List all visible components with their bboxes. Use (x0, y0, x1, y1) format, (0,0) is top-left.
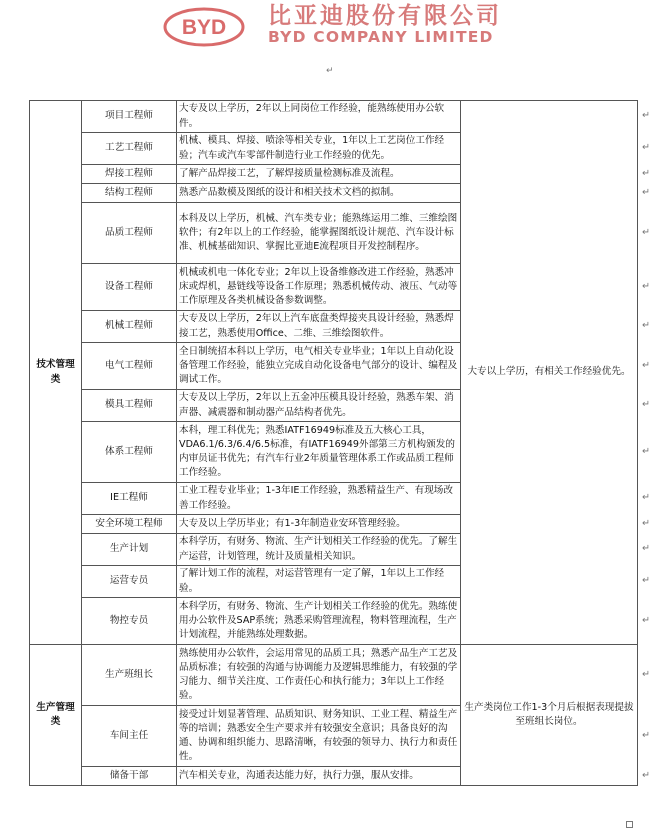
table-row (30, 101, 658, 133)
requirement-cell: 大专及以上学历，2年以上同岗位工作经验，能熟练使用办公软件。 (177, 101, 461, 133)
position-cell: 运营专员 (82, 566, 177, 598)
requirement-cell: 机械或机电一体化专业；2年以上设备维修改进工作经验，熟悉冲床或焊机，悬链线等设备工作原理；熟悉机械传动、液压、气动等工作原理及各类机械设备参数调整。 (177, 264, 461, 311)
requirement-cell: 本科学历，有财务、物流、生产计划相关工作经验的优先。了解生产运营，计划管理，统计及质量相关知识。 (177, 534, 461, 566)
qualification-cell-production-management: 生产类岗位工作1-3个月后根据表现提拔至班组长岗位。 (461, 645, 638, 786)
position-cell: 电气工程师 (82, 343, 177, 390)
requirement-cell: 本科学历，有财务、物流、生产计划相关工作经验的优先。熟练使用办公软件及SAP系统；熟悉采购管理流程，物料管理流程，生产计划流程，并能熟练处理数据。 (177, 598, 461, 645)
position-cell: 设备工程师 (82, 264, 177, 311)
row-end-mark: ↵ (642, 543, 651, 555)
qualification-cell-tech-management: 大专以上学历，有相关工作经验优先。 (461, 101, 638, 645)
row-end-mark: ↵ (642, 769, 651, 781)
position-cell: 物控专员 (82, 598, 177, 645)
row-end-mark: ↵ (642, 359, 651, 371)
row-end-mark: ↵ (642, 517, 651, 529)
table-row (30, 645, 658, 706)
row-end-mark: ↵ (642, 142, 651, 154)
requirement-cell: 大专及以上学历，2年以上五金冲压模具设计经验，熟悉车架、消声器、减震器和制动器产品结构者优先。 (177, 390, 461, 422)
position-cell: 模具工程师 (82, 390, 177, 422)
requirement-cell: 熟练使用办公软件，会运用常见的品质工具；熟悉产品生产工艺及品质标准；有较强的沟通与协调能力及逻辑思维能力，有较强的学习能力、细节关注度、工作责任心和执行能力；3年以上工作经验。 (177, 645, 461, 706)
row-end-mark: ↵ (642, 226, 651, 238)
row-end-mark: ↵ (642, 445, 651, 457)
table-end-marker (626, 821, 633, 828)
row-end-mark: ↵ (642, 614, 651, 626)
company-name-en: BYD COMPANY LIMITED (268, 28, 494, 46)
requirement-cell: 大专及以上学历毕业；有1-3年制造业安环管理经验。 (177, 515, 461, 534)
requirement-cell: 了解产品焊接工艺，了解焊接质量检测标准及流程。 (177, 165, 461, 184)
position-cell: 工艺工程师 (82, 133, 177, 165)
row-end-mark: ↵ (642, 668, 651, 680)
requirement-cell: 了解计划工作的流程，对运营管理有一定了解，1年以上工作经验。 (177, 566, 461, 598)
position-cell: IE工程师 (82, 483, 177, 515)
row-end-mark: ↵ (642, 280, 651, 292)
row-end-mark: ↵ (642, 110, 651, 122)
position-cell: 安全环境工程师 (82, 515, 177, 534)
requirement-cell: 接受过计划显著管理、品质知识、财务知识、工业工程、精益生产等的培训；熟悉安全生产要求并有较强安全意识；具备良好的沟通、协调和组织能力、思路清晰，有较强的领导力、执行力和责任性。 (177, 706, 461, 767)
position-cell: 生产班组长 (82, 645, 177, 706)
requirement-cell: 机械、模具、焊接、喷涂等相关专业，1年以上工艺岗位工作经验；汽车或汽车零部件制造行业工作经验的优先。 (177, 133, 461, 165)
row-end-mark: ↵ (642, 399, 651, 411)
logo-text: BYD (181, 16, 227, 39)
requirement-cell: 大专及以上学历，2年以上汽车底盘类焊接夹具设计经验，熟悉焊接工艺，熟悉使用Office、二维、三维绘图软件。 (177, 311, 461, 343)
position-cell: 焊接工程师 (82, 165, 177, 184)
position-cell: 品质工程师 (82, 203, 177, 264)
position-cell: 项目工程师 (82, 101, 177, 133)
company-name-cn: 比亚迪股份有限公司 (268, 3, 502, 29)
byd-logo-icon (163, 7, 245, 47)
requirement-cell: 本科，理工科优先；熟悉IATF16949标准及五大核心工具，VDA6.1/6.3/6.4/6.5标准，有IATF16949外部第三方机构颁发的内审员证书优先；有汽车行业2年质量管理体系工作或品质工程师工作经验。 (177, 422, 461, 483)
paragraph-mark: ↵ (326, 66, 334, 76)
category-cell-tech-management: 技术管理类 (30, 101, 82, 645)
row-end-mark: ↵ (642, 167, 651, 179)
position-cell: 结构工程师 (82, 184, 177, 203)
requirement-cell: 工业工程专业毕业；1-3年IE工作经验，熟悉精益生产、有现场改善工作经验。 (177, 483, 461, 515)
requirement-cell: 汽车相关专业，沟通表达能力好，执行力强，服从安排。 (177, 767, 461, 786)
category-cell-production-management: 生产管理类 (30, 645, 82, 786)
letterhead (0, 0, 666, 76)
row-end-mark: ↵ (642, 575, 651, 587)
job-requirements-table (29, 100, 658, 786)
requirement-cell: 全日制统招本科以上学历，电气相关专业毕业；1年以上自动化设备管理工作经验，能独立完成自动化设备电气部分的设计、编程及调试工作。 (177, 343, 461, 390)
position-cell: 车间主任 (82, 706, 177, 767)
position-cell: 生产计划 (82, 534, 177, 566)
row-end-mark: ↵ (642, 492, 651, 504)
position-cell: 机械工程师 (82, 311, 177, 343)
row-end-mark: ↵ (642, 729, 651, 741)
requirement-cell: 熟悉产品数模及图纸的设计和相关技术文档的拟制。 (177, 184, 461, 203)
position-cell: 储备干部 (82, 767, 177, 786)
requirement-cell: 本科及以上学历，机械、汽车类专业；能熟练运用二维、三维绘图软件；有2年以上的工作经验，能掌握图纸设计规范、汽车设计标准、机械基础知识、掌握比亚迪E流程项目开发控制程序。 (177, 203, 461, 264)
position-cell: 体系工程师 (82, 422, 177, 483)
row-end-mark: ↵ (642, 320, 651, 332)
row-end-mark: ↵ (642, 186, 651, 198)
